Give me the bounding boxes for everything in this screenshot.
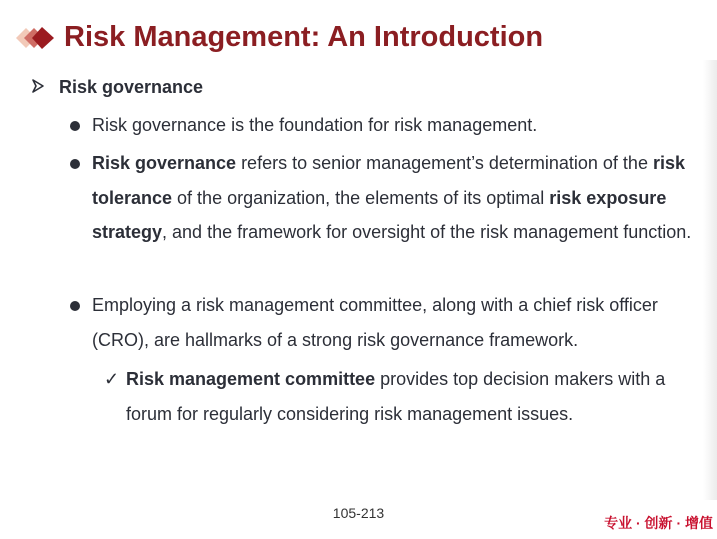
bullet-text-segment: Employing a risk management committee, along with a chief risk officer (CRO), are hallmarks of a strong risk governance framework. — [92, 295, 658, 350]
brand-slogan: 专业 · 创新 · 增值 — [604, 515, 713, 531]
bullet-paragraph-1 — [92, 108, 704, 143]
bullet-text-bold: risk exposure strategy — [92, 187, 667, 242]
bullet-paragraph-3 — [92, 288, 704, 357]
sub-bullet-text-segment: provides top decision makers with a forum for regularly considering risk management issues. — [126, 369, 666, 424]
bullet-paragraph-2 — [92, 146, 704, 250]
dot-bullet-icon — [70, 159, 80, 169]
bullet-text-bold: Risk governance — [92, 153, 237, 173]
slide-edge-shadow — [703, 60, 717, 500]
diamond-logo-icon — [4, 18, 62, 58]
bullet-text-segment: refers to senior management’s determination of the — [236, 153, 653, 173]
bullet-text-segment: Risk governance is the foundation for risk management. — [92, 115, 538, 135]
bullet-text-segment: , and the framework for oversight of the risk management function. — [162, 222, 692, 242]
sub-bullet-paragraph — [126, 362, 706, 431]
bullet-text-segment: of the organization, the elements of its optimal — [172, 187, 550, 208]
sub-bullet-text-bold: Risk management committee — [126, 369, 376, 389]
section-heading: Risk governance — [59, 77, 204, 97]
bullet-text-bold: risk tolerance — [92, 153, 685, 208]
dot-bullet-icon — [70, 121, 80, 131]
checkmark-icon: ✓ — [104, 369, 120, 389]
dot-bullet-icon — [70, 301, 80, 311]
page-title: Risk Management: An Introduction — [64, 21, 544, 53]
arrow-bullet-icon — [31, 77, 45, 95]
page-number: 105-213 — [332, 505, 385, 521]
